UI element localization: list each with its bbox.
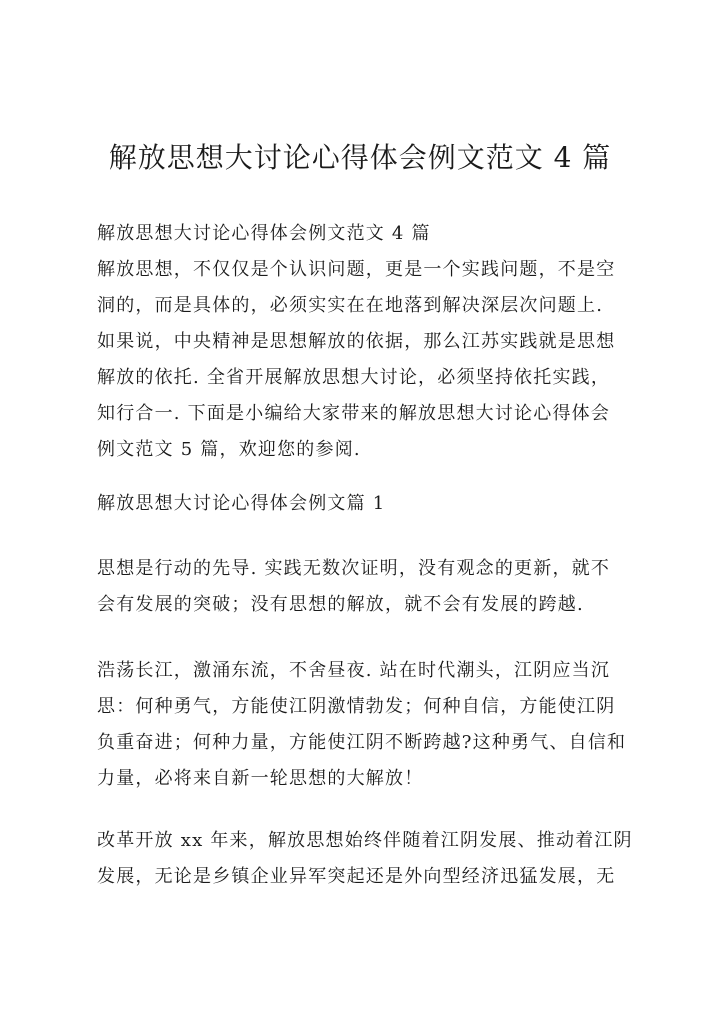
body-paragraph-2 xyxy=(97,653,627,797)
intro-line: 知行合一. 下面是小编给大家带来的解放思想大讨论心得体会 xyxy=(97,403,611,424)
paragraph-line: 负重奋进；何种力量，方能使江阴不断跨越?这种勇气、自信和 xyxy=(97,732,627,753)
intro-line: 解放思想，不仅仅是个认识问题，更是一个实践问题，不是空 xyxy=(97,259,616,280)
intro-line: 例文范文 5 篇，欢迎您的参阅. xyxy=(97,439,361,460)
body-paragraph-3 xyxy=(97,823,633,895)
paragraph-line: 力量，必将来自新一轮思想的大解放！ xyxy=(97,768,424,789)
paragraph-line: 思想是行动的先导. 实践无数次证明，没有观念的更新，就不 xyxy=(97,558,611,579)
paragraph-line: 改革开放 xx 年来，解放思想始终伴随着江阴发展、推动着江阴 xyxy=(97,830,633,851)
intro-line: 解放思想大讨论心得体会例文范文 4 篇 xyxy=(97,223,431,244)
paragraph-line: 会有发展的突破；没有思想的解放，就不会有发展的跨越. xyxy=(97,594,584,615)
section-heading-text: 解放思想大讨论心得体会例文篇 1 xyxy=(97,493,386,514)
intro-line: 解放的依托. 全省开展解放思想大讨论，必须坚持依托实践， xyxy=(97,367,611,388)
paragraph-line: 发展，无论是乡镇企业异军突起还是外向型经济迅猛发展，无 xyxy=(97,866,616,887)
intro-paragraph xyxy=(97,216,627,468)
document-title: 解放思想大讨论心得体会例文范文 4 篇 xyxy=(108,141,612,174)
paragraph-line: 思：何种勇气，方能使江阴激情勃发；何种自信，方能使江阴 xyxy=(97,696,616,717)
intro-line: 洞的，而是具体的，必须实实在在地落到解决深层次问题上. xyxy=(97,295,604,316)
section-heading xyxy=(97,486,627,522)
body-paragraph-1 xyxy=(97,551,627,623)
intro-line: 如果说，中央精神是思想解放的依据，那么江苏实践就是思想 xyxy=(97,331,616,352)
paragraph-line: 浩荡长江，激涌东流，不舍昼夜. 站在时代潮头，江阴应当沉 xyxy=(97,660,611,681)
